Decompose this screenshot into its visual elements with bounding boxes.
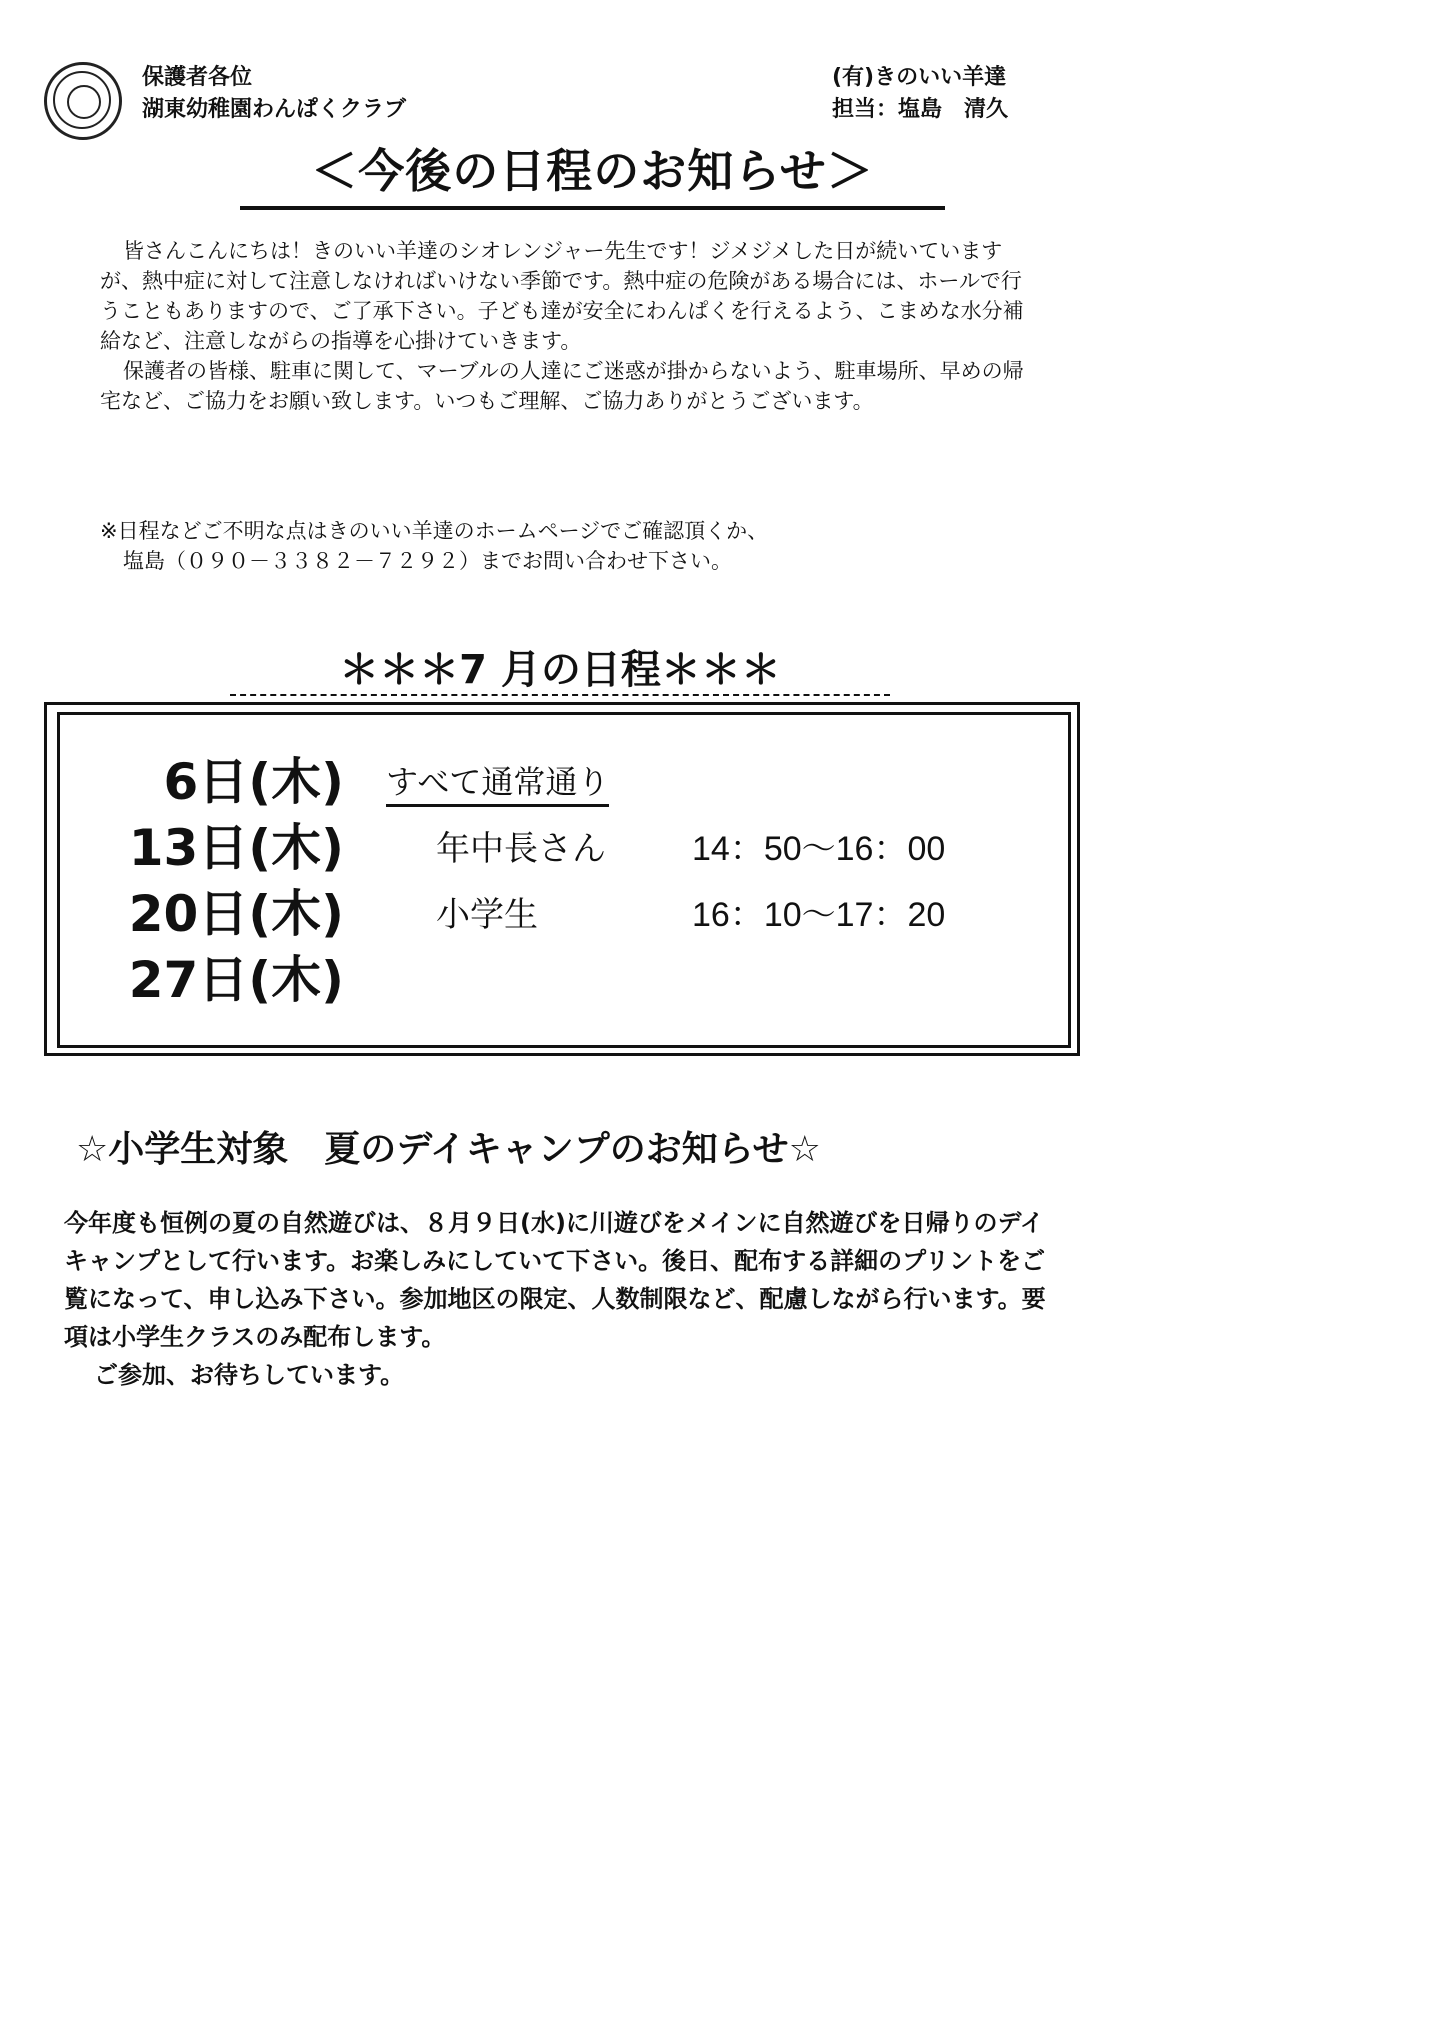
schedule-date: 27日(木): [128, 951, 344, 1009]
schedule-date: 6日(木): [163, 753, 344, 811]
day-camp-title: ☆小学生対象 夏のデイキャンプのお知らせ☆: [76, 1129, 821, 1170]
group-name: 年中長さん: [436, 829, 606, 869]
contact-note-line-2: 塩島（０９０－３３８２－７２９２）までお問い合わせ下さい。: [123, 549, 732, 573]
contact-note-line-1: ※日程などご不明な点はきのいい羊達のホームページでご確認頂くか、: [100, 519, 769, 543]
intro-paragraph-2: 保護者の皆様、駐車に関して、マーブルの人達にご迷惑が掛からないよう、駐車場所、早めの帰宅など、ご協力をお願い致します。いつもご理解、ご協力ありがとうございます。: [100, 359, 1024, 413]
recipient-line-2: 湖東幼稚園わんぱくクラブ: [142, 97, 407, 122]
contact-note: [100, 516, 1040, 576]
sender-block: [832, 62, 1008, 126]
intro-paragraph-1: 皆さんこんにちは！きのいい羊達のシオレンジャー先生です！ジメジメした日が続いていますが、熱中症に対して注意しなければいけない季節です。熱中症の危険がある場合には、ホールで行うこともありますので、ご了承下さい。子ども達が安全にわんぱくを行えるよう、こまめな水分補給など、注意しながらの指導を心掛けていきます。: [100, 239, 1024, 353]
sheep-face-icon: [67, 85, 101, 119]
group-name: 小学生: [436, 895, 538, 935]
schedule-date: 13日(木): [128, 819, 344, 877]
page-title: ＜今後の日程のお知らせ＞: [240, 140, 945, 210]
recipient-line-1: 保護者各位: [142, 65, 253, 90]
company-logo: [44, 62, 122, 140]
day-camp-paragraph-1: 今年度も恒例の夏の自然遊びは、８月９日(水)に川遊びをメインに自然遊びを日帰りのデイキャンプとして行います。お楽しみにしていて下さい。後日、配布する詳細のプリントをご覧になって、申し込み下さい。参加地区の限定、人数制限など、配慮しながら行います。要項は小学生クラスのみ配布します。: [64, 1209, 1046, 1351]
day-camp-text: [64, 1204, 1054, 1394]
group-time: 14：50～16：00: [692, 830, 946, 868]
sender-line-2: 担当：塩島 清久: [832, 97, 1009, 122]
normal-schedule-label: すべて通常通り: [386, 760, 609, 807]
day-camp-paragraph-2: ご参加、お待ちしています。: [94, 1361, 405, 1389]
recipient-block: [142, 62, 406, 126]
july-schedule-heading: ＊＊＊7 月の日程＊＊＊: [230, 648, 890, 696]
group-time: 16：10～17：20: [692, 896, 946, 934]
schedule-date: 20日(木): [128, 885, 344, 943]
sender-line-1: (有)きのいい羊達: [832, 65, 1007, 90]
intro-text: [100, 236, 1040, 416]
